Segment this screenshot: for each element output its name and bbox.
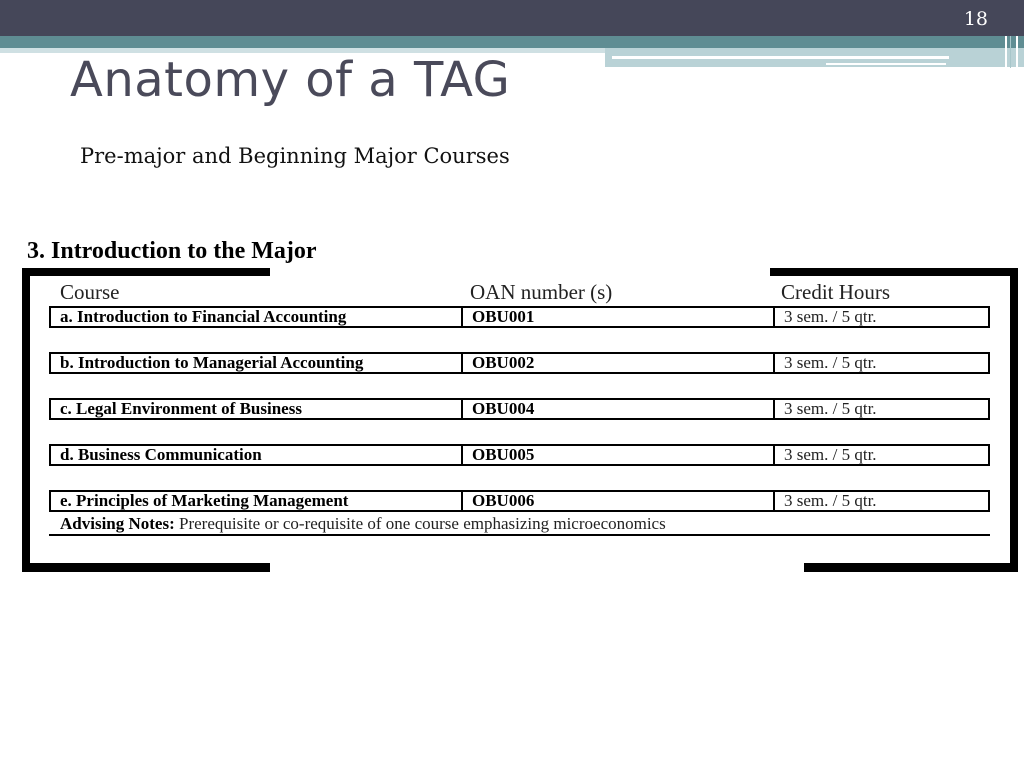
- oan-number: OBU001: [461, 308, 773, 326]
- table-row: [49, 398, 990, 420]
- frame-top-right: [770, 268, 1018, 276]
- notes-underline: [49, 534, 990, 536]
- column-header-course: Course: [60, 280, 120, 304]
- credit-hours: 3 sem. / 5 qtr.: [773, 446, 988, 464]
- header-accent-line: [612, 56, 949, 59]
- oan-number: OBU005: [461, 446, 773, 464]
- oan-number: OBU004: [461, 400, 773, 418]
- frame-bottom-left: [22, 563, 270, 572]
- credit-hours: 3 sem. / 5 qtr.: [773, 354, 988, 372]
- frame-bottom-right: [804, 563, 1018, 572]
- credit-hours: 3 sem. / 5 qtr.: [773, 400, 988, 418]
- table-row: [49, 306, 990, 328]
- course-name: a. Introduction to Financial Accounting: [60, 308, 347, 326]
- slide-subtitle: Pre-major and Beginning Major Courses: [80, 144, 510, 168]
- header-vertical-accent: [1005, 36, 1007, 68]
- course-name: b. Introduction to Managerial Accounting: [60, 354, 364, 372]
- frame-right: [1010, 268, 1018, 572]
- header-band-teal: [0, 36, 1024, 48]
- frame-left: [22, 268, 30, 572]
- frame-top-left: [22, 268, 270, 276]
- table-row: [49, 352, 990, 374]
- slide-title: Anatomy of a TAG: [70, 52, 511, 108]
- advising-notes-label: Advising Notes:: [60, 514, 175, 533]
- table-row: [49, 490, 990, 512]
- header-vertical-accent: [1016, 36, 1018, 68]
- header-band-dark: [0, 0, 1024, 36]
- course-name: e. Principles of Marketing Management: [60, 492, 349, 510]
- header-accent-line-short: [826, 63, 946, 65]
- column-header-oan: OAN number (s): [470, 280, 613, 304]
- advising-notes-text: Prerequisite or co-requisite of one course emphasizing microeconomics: [179, 514, 666, 533]
- page-number: 18: [963, 8, 988, 30]
- document-heading: 3. Introduction to the Major: [27, 238, 317, 264]
- course-name: d. Business Communication: [60, 446, 262, 464]
- oan-number: OBU002: [461, 354, 773, 372]
- oan-number: OBU006: [461, 492, 773, 510]
- header-vertical-accent: [1010, 36, 1011, 68]
- course-name: c. Legal Environment of Business: [60, 400, 302, 418]
- advising-notes: [60, 514, 666, 534]
- column-header-credit: Credit Hours: [781, 280, 891, 304]
- table-row: [49, 444, 990, 466]
- credit-hours: 3 sem. / 5 qtr.: [773, 308, 988, 326]
- credit-hours: 3 sem. / 5 qtr.: [773, 492, 988, 510]
